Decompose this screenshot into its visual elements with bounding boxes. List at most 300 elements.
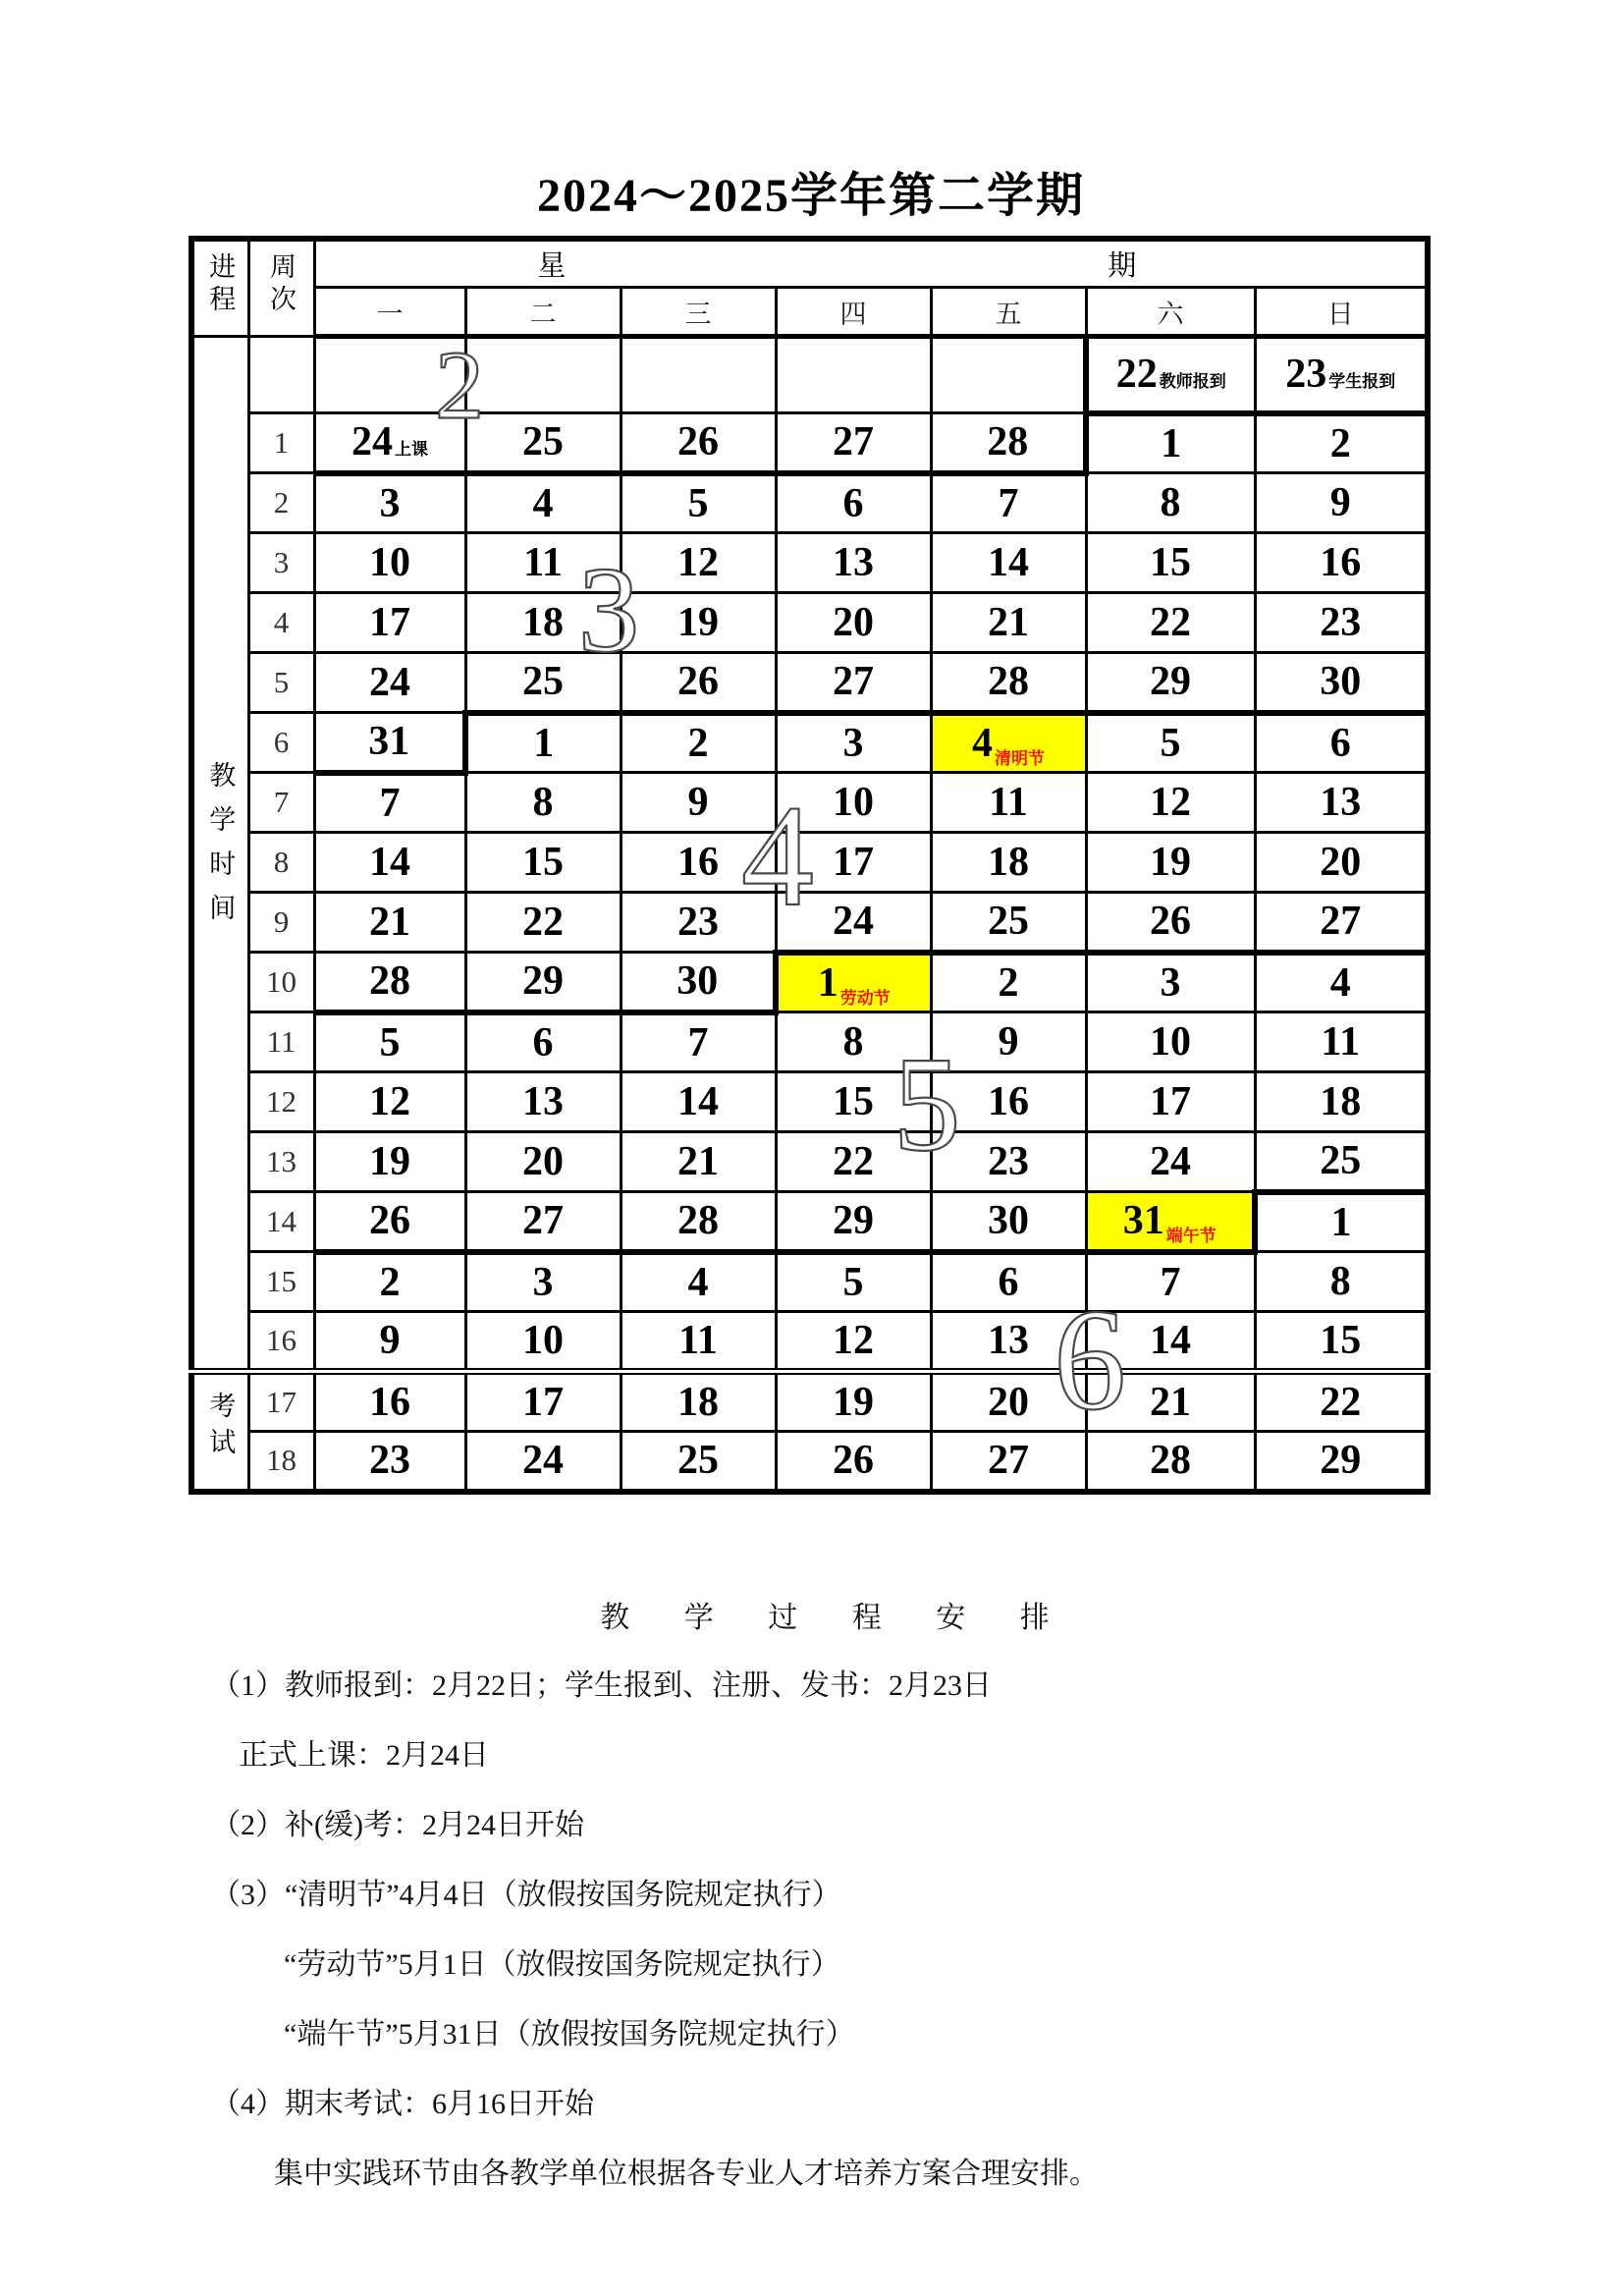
day-number: 15 — [522, 840, 564, 885]
day-cell — [1255, 413, 1428, 473]
day-number: 12 — [1150, 780, 1191, 825]
day-cell — [621, 337, 776, 413]
day-cell — [465, 1252, 621, 1312]
day-cell — [931, 1252, 1086, 1312]
day-cell — [1086, 473, 1255, 533]
day-cell — [1255, 1072, 1428, 1132]
weekday-header: 一 — [314, 288, 465, 337]
week-header-label: 周次 — [266, 252, 296, 317]
day-cell — [314, 953, 465, 1012]
day-number: 11 — [678, 1318, 718, 1363]
day-cell — [776, 1432, 931, 1492]
notes-heading: 教 学 过 程 安 排 — [600, 1602, 1073, 1634]
day-number: 16 — [677, 840, 719, 885]
day-cell — [314, 473, 465, 533]
day-number: 29 — [1320, 1438, 1362, 1484]
day-number: 5 — [379, 1019, 401, 1066]
day-cell — [314, 1372, 465, 1432]
week-number-cell: 2 — [248, 473, 314, 533]
day-cell — [1086, 893, 1255, 953]
day-number: 13 — [1320, 780, 1362, 825]
day-number: 8 — [842, 1019, 864, 1065]
day-number: 1 — [533, 720, 555, 766]
calendar-row — [191, 533, 1428, 593]
month-watermark: 2 — [435, 330, 484, 440]
day-cell — [465, 1012, 621, 1072]
day-number: 3 — [1160, 959, 1181, 1006]
week-number-cell: 5 — [248, 653, 314, 713]
day-number: 3 — [379, 480, 401, 526]
day-cell — [1255, 1372, 1428, 1432]
weekday-header: 六 — [1086, 288, 1255, 337]
note-line: “劳动节”5月1日（放假按国务院规定执行） — [284, 1948, 840, 1981]
week-number-cell: 1 — [248, 413, 314, 473]
day-number: 7 — [1160, 1259, 1181, 1305]
day-number: 21 — [677, 1139, 719, 1184]
day-cell — [465, 413, 621, 473]
day-number: 25 — [522, 659, 564, 705]
day-cell — [931, 413, 1086, 473]
day-cell — [1086, 1252, 1255, 1312]
day-cell — [1086, 1432, 1255, 1492]
day-cell — [1255, 893, 1428, 953]
day-cell — [776, 713, 931, 773]
day-number: 15 — [1320, 1318, 1362, 1363]
day-cell — [931, 773, 1086, 833]
day-number: 28 — [1150, 1438, 1191, 1484]
day-cell — [931, 1072, 1086, 1132]
day-note: 端午节 — [1165, 1227, 1216, 1246]
calendar-row — [191, 773, 1428, 833]
day-number: 9 — [379, 1318, 401, 1363]
day-cell — [1255, 653, 1428, 713]
note-line: 正式上课：2月24日 — [239, 1739, 489, 1772]
day-cell — [1255, 773, 1428, 833]
week-number-cell: 16 — [248, 1312, 314, 1372]
day-number: 17 — [369, 600, 410, 645]
day-cell — [465, 1372, 621, 1432]
day-number: 3 — [532, 1259, 554, 1305]
day-cell — [1086, 773, 1255, 833]
day-note: 清明节 — [995, 748, 1045, 768]
day-cell — [465, 893, 621, 953]
day-number: 13 — [833, 540, 874, 585]
week-number-cell: 11 — [248, 1012, 314, 1072]
day-number: 4 — [972, 720, 993, 766]
day-number: 1 — [817, 959, 838, 1006]
note-line: （1）教师报到：2月22日；学生报到、注册、发书：2月23日 — [211, 1669, 992, 1702]
day-cell — [931, 1432, 1086, 1492]
week-number-cell: 7 — [248, 773, 314, 833]
day-cell — [465, 1432, 621, 1492]
day-number: 6 — [998, 1259, 1019, 1305]
day-cell — [1086, 713, 1255, 773]
day-number: 17 — [522, 1380, 564, 1425]
progress-header — [191, 239, 248, 337]
day-number: 19 — [677, 600, 719, 645]
weekday-header: 三 — [621, 288, 776, 337]
day-cell — [776, 337, 931, 413]
day-number: 22 — [522, 900, 564, 945]
day-cell — [621, 1012, 776, 1072]
day-number: 20 — [988, 1380, 1029, 1425]
day-cell — [621, 413, 776, 473]
calendar-row — [191, 1132, 1428, 1192]
day-cell — [1255, 1432, 1428, 1492]
day-number: 28 — [369, 958, 410, 1005]
day-number: 25 — [677, 1438, 719, 1484]
day-number: 22 — [1320, 1380, 1362, 1425]
day-cell — [776, 1132, 931, 1192]
day-note: 上课 — [395, 440, 428, 460]
teaching-section-label-text: 教学时间 — [205, 761, 236, 938]
day-number: 6 — [1329, 720, 1351, 766]
day-cell — [1255, 473, 1428, 533]
day-number: 23 — [1320, 600, 1362, 645]
day-number: 31 — [1122, 1198, 1164, 1244]
day-cell — [314, 1132, 465, 1192]
day-number: 12 — [369, 1079, 410, 1124]
day-cell — [314, 1192, 465, 1252]
day-number: 10 — [369, 540, 410, 585]
calendar-row — [191, 1192, 1428, 1252]
notes-section — [211, 1593, 1438, 2227]
day-cell — [1086, 1372, 1255, 1432]
day-number: 1 — [1161, 420, 1182, 466]
calendar-row — [191, 1432, 1428, 1492]
note-line: （2）补(缓)考：2月24日开始 — [211, 1809, 584, 1841]
day-cell — [621, 1192, 776, 1252]
note-line: 集中实践环节由各教学单位根据各专业人才培养方案合理安排。 — [274, 2158, 1099, 2190]
day-number: 13 — [988, 1318, 1029, 1363]
day-cell — [931, 953, 1086, 1012]
day-cell — [314, 413, 465, 473]
day-cell — [931, 1132, 1086, 1192]
week-number-cell: 9 — [248, 893, 314, 953]
day-cell — [314, 833, 465, 893]
day-number: 26 — [1150, 899, 1191, 945]
month-watermark: 5 — [892, 1028, 961, 1179]
week-number-cell: 13 — [248, 1132, 314, 1192]
day-number: 27 — [1320, 899, 1362, 945]
day-number: 26 — [369, 1198, 410, 1244]
day-cell — [621, 473, 776, 533]
day-number: 8 — [1329, 1259, 1351, 1304]
day-number: 12 — [677, 540, 719, 585]
calendar-row — [191, 1072, 1428, 1132]
weekday-merged-header — [314, 239, 1428, 288]
day-cell — [621, 833, 776, 893]
day-number: 19 — [833, 1380, 874, 1425]
week-number-cell — [248, 337, 314, 413]
day-number: 7 — [998, 480, 1019, 526]
day-number: 18 — [522, 600, 564, 645]
day-cell — [465, 337, 621, 413]
day-cell — [621, 1372, 776, 1432]
day-cell — [1086, 953, 1255, 1012]
weekday-header: 五 — [931, 288, 1086, 337]
note-line: “端午节”5月31日（放假按国务院规定执行） — [284, 2018, 855, 2050]
day-cell — [465, 1072, 621, 1132]
day-number: 29 — [522, 958, 564, 1005]
day-number: 5 — [1160, 720, 1181, 766]
calendar-row — [191, 713, 1428, 773]
day-number: 5 — [842, 1259, 864, 1305]
day-number: 24 — [351, 419, 393, 465]
day-cell — [1255, 953, 1428, 1012]
day-cell — [465, 773, 621, 833]
day-cell — [465, 473, 621, 533]
day-cell — [1086, 533, 1255, 593]
day-number: 22 — [833, 1139, 874, 1184]
day-cell — [621, 533, 776, 593]
day-cell — [776, 833, 931, 893]
day-number: 16 — [988, 1079, 1029, 1124]
day-number: 19 — [1150, 840, 1191, 885]
day-cell — [1086, 1192, 1255, 1252]
day-cell — [1086, 337, 1255, 413]
month-watermark: 4 — [741, 776, 814, 937]
day-cell — [776, 953, 931, 1012]
day-number: 10 — [833, 780, 874, 825]
day-cell — [314, 1312, 465, 1372]
day-number: 18 — [1320, 1079, 1362, 1124]
day-cell — [1255, 713, 1428, 773]
day-number: 23 — [677, 900, 719, 945]
day-number: 14 — [988, 540, 1029, 585]
day-cell — [931, 1372, 1086, 1432]
exam-section-label — [191, 1372, 248, 1492]
day-cell — [1086, 1312, 1255, 1372]
day-cell — [314, 893, 465, 953]
week-number-cell: 8 — [248, 833, 314, 893]
week-header — [248, 239, 314, 337]
calendar-row — [191, 473, 1428, 533]
day-number: 24 — [369, 660, 410, 705]
day-number: 2 — [998, 959, 1019, 1006]
day-number: 6 — [532, 1019, 554, 1066]
day-cell — [621, 893, 776, 953]
day-cell — [1086, 1072, 1255, 1132]
day-cell — [776, 653, 931, 713]
day-number: 23 — [988, 1139, 1029, 1184]
week-number-cell: 14 — [248, 1192, 314, 1252]
calendar-row — [191, 1372, 1428, 1432]
header-row-2 — [191, 288, 1428, 337]
day-cell — [621, 1132, 776, 1192]
note-line: （3）“清明节”4月4日（放假按国务院规定执行） — [211, 1879, 841, 1911]
day-number: 21 — [1150, 1380, 1191, 1425]
day-cell — [1086, 593, 1255, 653]
day-number: 29 — [1150, 659, 1191, 705]
day-cell — [621, 1072, 776, 1132]
day-cell — [465, 1192, 621, 1252]
day-cell — [621, 773, 776, 833]
day-cell — [621, 653, 776, 713]
day-cell — [776, 413, 931, 473]
day-cell — [776, 533, 931, 593]
day-number: 11 — [1321, 1019, 1361, 1065]
day-cell — [1086, 1132, 1255, 1192]
day-cell — [1255, 533, 1428, 593]
day-number: 5 — [687, 480, 709, 526]
day-number: 3 — [842, 720, 864, 766]
calendar-body — [191, 337, 1428, 1492]
week-number-cell: 10 — [248, 953, 314, 1012]
teaching-section-label — [191, 337, 248, 1372]
day-cell — [931, 1192, 1086, 1252]
day-cell — [314, 593, 465, 653]
day-number: 15 — [1150, 540, 1191, 585]
day-number: 9 — [998, 1019, 1019, 1065]
day-cell — [314, 1252, 465, 1312]
calendar-row — [191, 593, 1428, 653]
page-title: 2024～2025学年第二学期 — [536, 170, 1085, 222]
day-cell — [621, 953, 776, 1012]
day-cell — [465, 713, 621, 773]
day-cell — [1255, 1012, 1428, 1072]
day-cell — [776, 893, 931, 953]
weekday-header: 四 — [776, 288, 931, 337]
day-number: 24 — [833, 899, 874, 945]
day-cell — [931, 833, 1086, 893]
day-number: 20 — [833, 600, 874, 645]
day-number: 11 — [989, 780, 1028, 825]
calendar-row — [191, 337, 1428, 413]
week-number-cell: 12 — [248, 1072, 314, 1132]
day-number: 16 — [1320, 540, 1362, 585]
calendar-row — [191, 1312, 1428, 1372]
day-note: 教师报到 — [1159, 372, 1226, 392]
day-cell — [465, 1312, 621, 1372]
day-number: 18 — [677, 1380, 719, 1425]
calendar-row — [191, 413, 1428, 473]
day-number: 24 — [522, 1438, 564, 1484]
day-cell — [1255, 833, 1428, 893]
day-cell — [1086, 653, 1255, 713]
day-number: 28 — [987, 419, 1029, 465]
day-cell — [931, 337, 1086, 413]
star-header: 星 — [537, 250, 567, 282]
day-cell — [1255, 1192, 1428, 1252]
day-cell — [1255, 1132, 1428, 1192]
weekday-header: 二 — [465, 288, 621, 337]
day-cell — [314, 533, 465, 593]
day-cell — [931, 653, 1086, 713]
day-cell — [465, 593, 621, 653]
day-number: 14 — [677, 1079, 719, 1124]
day-cell — [931, 593, 1086, 653]
day-cell — [776, 1252, 931, 1312]
day-cell — [465, 833, 621, 893]
day-number: 18 — [988, 840, 1029, 885]
day-cell — [776, 1072, 931, 1132]
day-number: 27 — [522, 1198, 564, 1244]
day-number: 27 — [988, 1438, 1029, 1484]
progress-header-label: 进程 — [205, 252, 236, 317]
day-number: 14 — [1150, 1318, 1191, 1363]
day-number: 22 — [1115, 352, 1158, 398]
day-number: 10 — [522, 1318, 564, 1363]
day-cell — [465, 653, 621, 713]
day-cell — [1086, 413, 1255, 473]
day-number: 7 — [379, 780, 401, 826]
day-number: 10 — [1150, 1019, 1191, 1065]
day-cell — [776, 473, 931, 533]
day-number: 9 — [687, 780, 709, 825]
day-number: 20 — [522, 1139, 564, 1184]
day-number: 30 — [988, 1198, 1029, 1244]
calendar-row — [191, 1012, 1428, 1072]
day-number: 2 — [687, 720, 709, 766]
day-number: 9 — [1329, 480, 1351, 525]
day-number: 24 — [1150, 1139, 1191, 1184]
day-number: 15 — [833, 1079, 874, 1124]
day-cell — [314, 773, 465, 833]
day-number: 26 — [833, 1438, 874, 1484]
day-cell — [621, 713, 776, 773]
day-cell — [621, 1312, 776, 1372]
day-number: 2 — [379, 1259, 401, 1305]
day-number: 21 — [369, 900, 410, 945]
calendar-row — [191, 653, 1428, 713]
day-number: 17 — [1150, 1079, 1191, 1124]
day-number: 30 — [676, 958, 719, 1005]
day-cell — [465, 533, 621, 593]
day-number: 1 — [1330, 1199, 1352, 1245]
calendar-row — [191, 1252, 1428, 1312]
day-cell — [1086, 1012, 1255, 1072]
day-cell — [314, 653, 465, 713]
day-cell — [314, 337, 465, 413]
day-number: 25 — [522, 419, 564, 465]
day-number: 7 — [687, 1019, 709, 1066]
day-number: 19 — [369, 1139, 410, 1184]
day-cell — [621, 593, 776, 653]
day-number: 4 — [532, 480, 554, 526]
calendar-table — [189, 236, 1431, 1495]
day-cell — [931, 533, 1086, 593]
day-cell — [465, 1132, 621, 1192]
day-number: 23 — [1285, 352, 1327, 398]
week-number-cell: 3 — [248, 533, 314, 593]
day-note: 劳动节 — [839, 988, 891, 1008]
day-number: 14 — [369, 840, 410, 885]
day-cell — [1255, 1252, 1428, 1312]
calendar-row — [191, 953, 1428, 1012]
day-cell — [776, 1012, 931, 1072]
day-number: 2 — [1329, 420, 1351, 466]
day-cell — [314, 1072, 465, 1132]
week-number-cell: 15 — [248, 1252, 314, 1312]
day-cell — [1255, 337, 1428, 413]
month-watermark: 3 — [577, 543, 640, 679]
day-cell — [465, 953, 621, 1012]
day-number: 21 — [988, 600, 1029, 645]
day-number: 8 — [1160, 480, 1181, 525]
day-cell — [776, 1312, 931, 1372]
day-number: 28 — [677, 1198, 719, 1244]
day-number: 20 — [1320, 840, 1362, 885]
day-number: 22 — [1150, 600, 1191, 645]
month-watermark: 6 — [1054, 1280, 1126, 1441]
day-number: 4 — [1329, 959, 1351, 1006]
day-cell — [931, 473, 1086, 533]
day-number: 26 — [677, 659, 719, 705]
note-line: （4）期末考试：6月16日开始 — [211, 2088, 594, 2120]
day-note: 学生报到 — [1328, 372, 1396, 392]
calendar-row — [191, 833, 1428, 893]
